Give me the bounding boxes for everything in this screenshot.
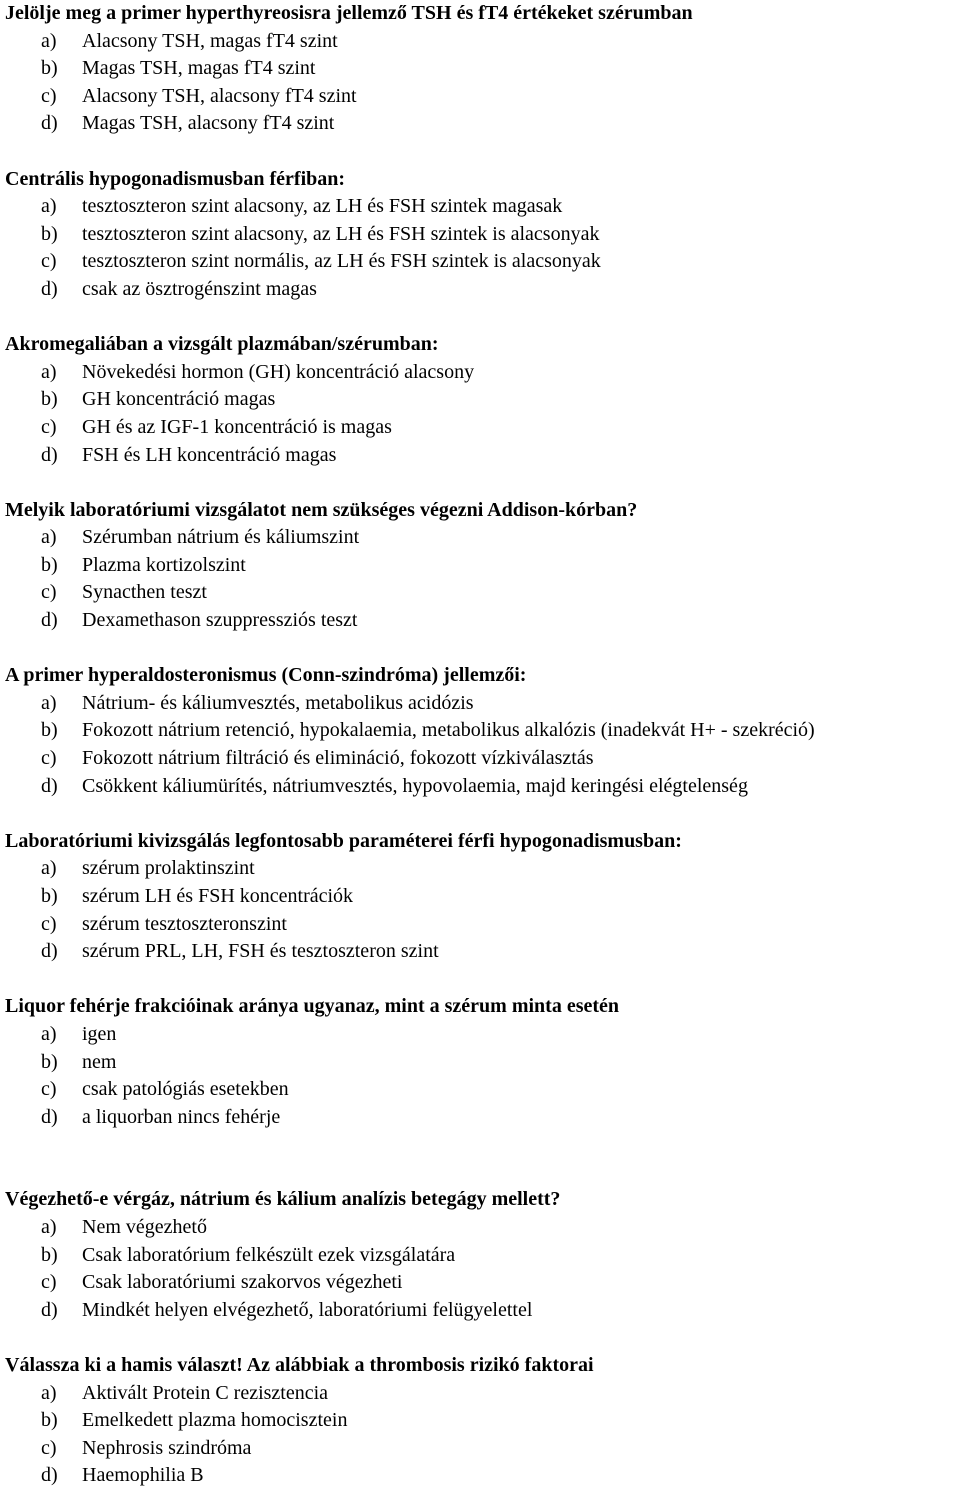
answer-option-d bbox=[5, 1104, 960, 1132]
option-letter: c) bbox=[41, 581, 57, 604]
option-text: Synacthen teszt bbox=[82, 581, 207, 604]
answer-list bbox=[5, 524, 960, 634]
option-text: igen bbox=[82, 1022, 117, 1045]
option-text: szérum tesztoszteronszint bbox=[82, 912, 287, 935]
option-letter: d) bbox=[41, 609, 58, 632]
option-text: Dexamethason szuppressziós teszt bbox=[82, 609, 358, 632]
option-text: nem bbox=[82, 1050, 117, 1073]
answer-option-b bbox=[5, 1242, 960, 1270]
answer-list bbox=[5, 359, 960, 469]
option-text: Alacsony TSH, alacsony fT4 szint bbox=[82, 84, 357, 107]
answer-option-a bbox=[5, 359, 960, 387]
option-letter: a) bbox=[41, 29, 57, 52]
answer-list bbox=[5, 1021, 960, 1131]
answer-option-d bbox=[5, 938, 960, 966]
answer-list bbox=[5, 1380, 960, 1490]
answer-option-a bbox=[5, 28, 960, 56]
option-text: Szérumban nátrium és káliumszint bbox=[82, 526, 360, 549]
option-text: Plazma kortizolszint bbox=[82, 553, 246, 576]
option-text: tesztoszteron szint normális, az LH és FSH szintek is alacsonyak bbox=[82, 250, 601, 273]
option-letter: b) bbox=[41, 1409, 58, 1432]
option-text: Magas TSH, alacsony fT4 szint bbox=[82, 112, 335, 135]
answer-option-b bbox=[5, 55, 960, 83]
option-text: Fokozott nátrium filtráció és elimináció, fokozott vízkiválasztás bbox=[82, 747, 594, 770]
option-letter: c) bbox=[41, 1436, 57, 1459]
answer-option-d bbox=[5, 276, 960, 304]
option-letter: a) bbox=[41, 1022, 57, 1045]
option-letter: b) bbox=[41, 719, 58, 742]
option-letter: a) bbox=[41, 857, 57, 880]
answer-option-d bbox=[5, 442, 960, 470]
answer-option-a bbox=[5, 855, 960, 883]
option-letter: a) bbox=[41, 1381, 57, 1404]
option-letter: d) bbox=[41, 112, 58, 135]
answer-list bbox=[5, 28, 960, 138]
option-letter: c) bbox=[41, 912, 57, 935]
spacer bbox=[5, 304, 960, 332]
option-letter: b) bbox=[41, 1050, 58, 1073]
option-letter: a) bbox=[41, 691, 57, 714]
question-title: Laboratóriumi kivizsgálás legfontosabb paraméterei férfi hypogonadismusban: bbox=[5, 829, 682, 852]
answer-option-c bbox=[5, 248, 960, 276]
answer-list bbox=[5, 193, 960, 303]
option-text: tesztoszteron szint alacsony, az LH és FSH szintek magasak bbox=[82, 195, 563, 218]
option-letter: c) bbox=[41, 84, 57, 107]
answer-option-c bbox=[5, 911, 960, 939]
option-text: csak az ösztrogénszint magas bbox=[82, 277, 317, 300]
option-text: szérum PRL, LH, FSH és tesztoszteron szint bbox=[82, 940, 439, 963]
option-text: Csak laboratóriumi szakorvos végezheti bbox=[82, 1271, 403, 1294]
option-text: Magas TSH, magas fT4 szint bbox=[82, 57, 316, 80]
question-title: Jelölje meg a primer hyperthyreosisra jellemző TSH és fT4 értékeket szérumban bbox=[5, 2, 693, 24]
spacer bbox=[5, 966, 960, 994]
answer-list bbox=[5, 690, 960, 800]
answer-option-a bbox=[5, 690, 960, 718]
question-1 bbox=[5, 0, 960, 138]
option-letter: a) bbox=[41, 195, 57, 218]
option-text: Haemophilia B bbox=[82, 1464, 204, 1487]
question-title: Akromegaliában a vizsgált plazmában/szérumban: bbox=[5, 333, 439, 356]
spacer bbox=[5, 635, 960, 663]
option-text: Nephrosis szindróma bbox=[82, 1436, 252, 1459]
option-text: Csökkent káliumürítés, nátriumvesztés, hypovolaemia, majd keringési elégtelenség bbox=[82, 774, 748, 797]
answer-option-b bbox=[5, 1049, 960, 1077]
option-text: a liquorban nincs fehérje bbox=[82, 1105, 281, 1128]
question-9 bbox=[5, 1352, 960, 1490]
option-letter: b) bbox=[41, 885, 58, 907]
answer-option-c bbox=[5, 414, 960, 442]
answer-option-b bbox=[5, 386, 960, 414]
question-3 bbox=[5, 331, 960, 469]
answer-option-d bbox=[5, 1297, 960, 1325]
question-5 bbox=[5, 662, 960, 800]
option-letter: d) bbox=[41, 1464, 58, 1487]
option-text: FSH és LH koncentráció magas bbox=[82, 443, 337, 466]
answer-option-d bbox=[5, 773, 960, 801]
option-text: Fokozott nátrium retenció, hypokalaemia, metabolikus alkalózis (inadekvát H+ - szekréció) bbox=[82, 719, 815, 742]
spacer bbox=[5, 138, 960, 166]
option-letter: d) bbox=[41, 1298, 58, 1321]
answer-option-a bbox=[5, 1021, 960, 1049]
answer-option-c bbox=[5, 1269, 960, 1297]
option-letter: d) bbox=[41, 277, 58, 300]
option-letter: b) bbox=[41, 553, 58, 576]
question-title: A primer hyperaldosteronismus (Conn-szindróma) jellemzői: bbox=[5, 664, 527, 687]
option-letter: c) bbox=[41, 1271, 57, 1294]
answer-option-d bbox=[5, 1462, 960, 1490]
question-4 bbox=[5, 497, 960, 635]
spacer bbox=[5, 800, 960, 828]
spacer bbox=[5, 1324, 960, 1352]
option-letter: d) bbox=[41, 940, 58, 963]
option-letter: c) bbox=[41, 415, 57, 438]
question-7 bbox=[5, 993, 960, 1131]
option-letter: c) bbox=[41, 747, 57, 770]
answer-option-b bbox=[5, 1407, 960, 1435]
option-letter: c) bbox=[41, 250, 57, 273]
question-title: Végezhető-e vérgáz, nátrium és kálium analízis betegágy mellett? bbox=[5, 1188, 561, 1211]
question-6 bbox=[5, 828, 960, 966]
spacer bbox=[5, 469, 960, 497]
question-2 bbox=[5, 166, 960, 304]
answer-option-b bbox=[5, 883, 960, 911]
option-letter: b) bbox=[41, 1243, 58, 1266]
answer-option-d bbox=[5, 607, 960, 635]
option-letter: a) bbox=[41, 526, 57, 549]
option-text: GH koncentráció magas bbox=[82, 388, 276, 411]
option-text: Csak laboratórium felkészült ezek vizsgálatára bbox=[82, 1243, 456, 1266]
option-letter: d) bbox=[41, 443, 58, 466]
option-text: GH és az IGF-1 koncentráció is magas bbox=[82, 415, 392, 438]
answer-option-a bbox=[5, 1380, 960, 1408]
option-text: Emelkedett plazma homocisztein bbox=[82, 1409, 348, 1432]
question-title: Válassza ki a hamis választ! Az alábbiak a thrombosis rizikó faktorai bbox=[5, 1353, 594, 1376]
option-letter: c) bbox=[41, 1078, 57, 1101]
option-letter: b) bbox=[41, 57, 58, 80]
option-text: szérum LH és FSH koncentrációk bbox=[82, 885, 354, 907]
answer-option-c bbox=[5, 579, 960, 607]
option-letter: b) bbox=[41, 222, 58, 245]
option-text: Nátrium- és káliumvesztés, metabolikus acidózis bbox=[82, 691, 474, 714]
answer-option-c bbox=[5, 1435, 960, 1463]
answer-list bbox=[5, 1214, 960, 1324]
option-letter: a) bbox=[41, 1215, 57, 1238]
answer-option-c bbox=[5, 745, 960, 773]
option-letter: d) bbox=[41, 1105, 58, 1128]
document-page bbox=[5, 0, 960, 1490]
question-8 bbox=[5, 1186, 960, 1324]
question-title: Centrális hypogonadismusban férfiban: bbox=[5, 167, 346, 190]
option-text: szérum prolaktinszint bbox=[82, 857, 255, 880]
option-text: Nem végezhető bbox=[82, 1215, 207, 1238]
answer-option-b bbox=[5, 221, 960, 249]
option-text: csak patológiás esetekben bbox=[82, 1078, 289, 1101]
option-letter: a) bbox=[41, 360, 57, 383]
answer-option-c bbox=[5, 83, 960, 111]
option-letter: d) bbox=[41, 774, 58, 797]
answer-option-a bbox=[5, 193, 960, 221]
answer-option-a bbox=[5, 1214, 960, 1242]
answer-option-b bbox=[5, 717, 960, 745]
answer-option-c bbox=[5, 1076, 960, 1104]
question-title: Melyik laboratóriumi vizsgálatot nem szükséges végezni Addison-kórban? bbox=[5, 498, 638, 521]
option-text: Mindkét helyen elvégezhető, laboratóriumi felügyelettel bbox=[82, 1298, 533, 1321]
answer-option-d bbox=[5, 110, 960, 138]
answer-list bbox=[5, 855, 960, 965]
option-letter: b) bbox=[41, 388, 58, 411]
option-text: Alacsony TSH, magas fT4 szint bbox=[82, 29, 338, 52]
spacer bbox=[5, 1131, 960, 1186]
option-text: tesztoszteron szint alacsony, az LH és FSH szintek is alacsonyak bbox=[82, 222, 600, 245]
question-title: Liquor fehérje frakcióinak aránya ugyanaz, mint a szérum minta esetén bbox=[5, 995, 620, 1018]
option-text: Növekedési hormon (GH) koncentráció alacsony bbox=[82, 360, 475, 383]
option-text: Aktivált Protein C rezisztencia bbox=[82, 1381, 329, 1404]
answer-option-a bbox=[5, 524, 960, 552]
answer-option-b bbox=[5, 552, 960, 580]
